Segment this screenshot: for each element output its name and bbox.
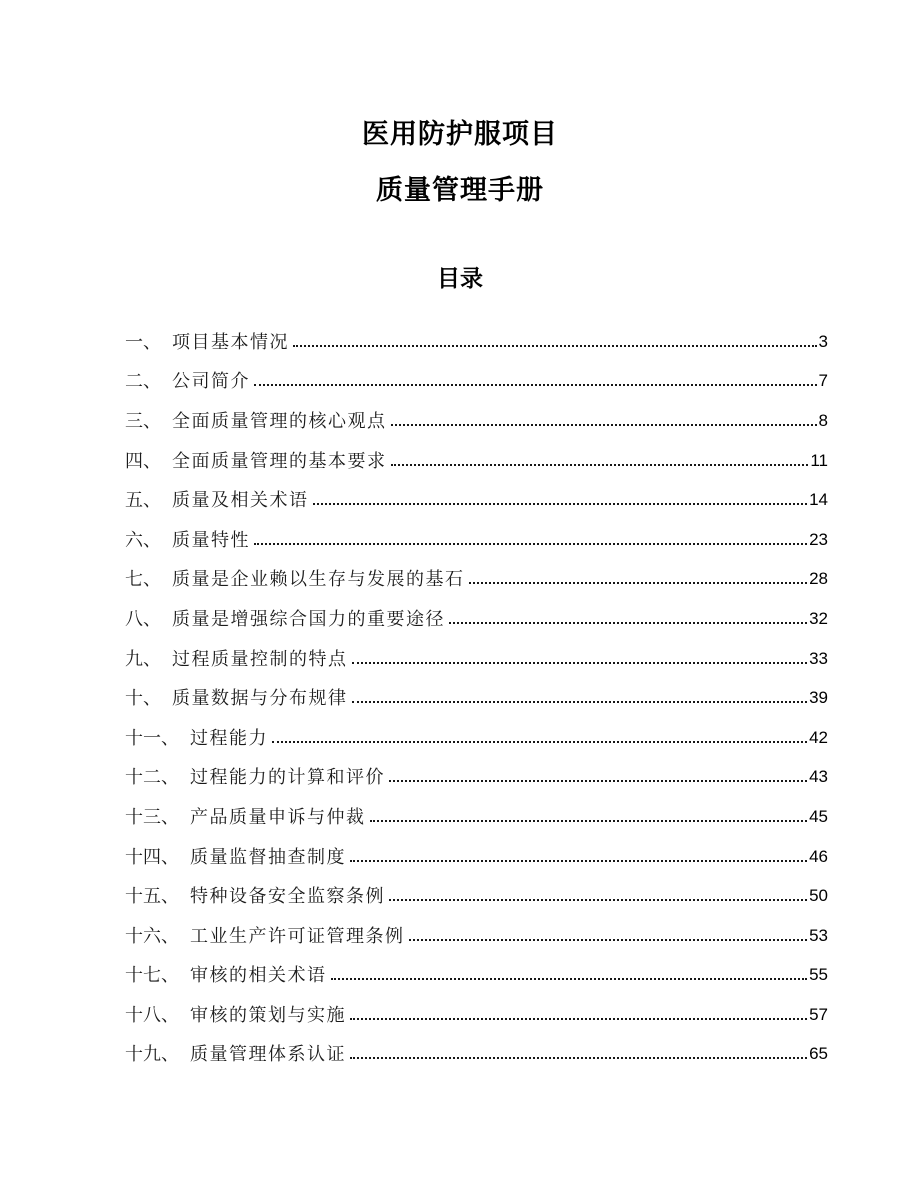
toc-page-number: 23 [809,529,828,549]
toc-entry-number: 三、 [125,410,161,431]
toc-entry-number: 十六、 [125,925,179,946]
toc-entry-title: 特种设备安全监察条例 [190,886,385,907]
toc-leader-dots [449,622,807,624]
toc-entry-10[interactable] [125,677,828,717]
toc-entry-15[interactable] [125,875,828,915]
toc-page-number: 7 [818,371,828,391]
toc-entry-title: 过程质量控制的特点 [172,648,348,669]
toc-page-number: 46 [809,846,828,866]
toc-entry-title: 质量监督抽查制度 [190,846,346,867]
toc-entry-number: 十四、 [125,846,179,867]
toc-entry-number: 十九、 [125,1044,179,1065]
toc-page-number: 53 [809,925,828,945]
toc-entry-number: 十、 [125,688,161,709]
toc-leader-dots [389,899,807,901]
toc-entry-title: 工业生产许可证管理条例 [190,925,405,946]
toc-entry-19[interactable] [125,1034,828,1074]
toc-entry-title: 质量是企业赖以生存与发展的基石 [172,569,465,590]
toc-entry-title: 质量管理体系认证 [190,1044,346,1065]
toc-page-number: 43 [809,767,828,787]
toc-entry-number: 八、 [125,608,161,629]
toc-entry-6[interactable] [125,519,828,559]
document-title-line2: 质量管理手册 [376,175,544,205]
toc-entry-11[interactable] [125,717,828,757]
toc-entry-2[interactable] [125,361,828,401]
toc-entry-number: 七、 [125,569,161,590]
toc-entry-4[interactable] [125,440,828,480]
toc-entry-5[interactable] [125,479,828,519]
toc-entry-number: 十一、 [125,727,179,748]
toc-page-number: 65 [809,1044,828,1064]
toc-entry-title: 质量数据与分布规律 [172,688,348,709]
toc-leader-dots [469,582,808,584]
toc-heading: 目录 [437,265,483,291]
toc-leader-dots [352,701,808,703]
toc-entry-number: 十八、 [125,1004,179,1025]
toc-entry-title: 质量及相关术语 [172,490,309,511]
toc-page-number: 50 [809,886,828,906]
toc-entry-title: 产品质量申诉与仲裁 [190,806,366,827]
toc-entry-title: 质量是增强综合国力的重要途径 [172,608,445,629]
toc-entry-17[interactable] [125,955,828,995]
toc-leader-dots [389,780,807,782]
toc-list [0,321,920,1073]
toc-page-number: 42 [809,727,828,747]
toc-leader-dots [254,543,807,545]
toc-entry-7[interactable] [125,559,828,599]
toc-entry-1[interactable] [125,321,828,361]
toc-entry-number: 五、 [125,490,161,511]
toc-entry-title: 公司简介 [172,371,250,392]
toc-leader-dots [350,860,807,862]
toc-entry-13[interactable] [125,796,828,836]
toc-leader-dots [313,503,808,505]
toc-entry-number: 十二、 [125,767,179,788]
toc-leader-dots [350,1057,807,1059]
toc-page-number: 32 [809,608,828,628]
toc-entry-18[interactable] [125,994,828,1034]
toc-entry-14[interactable] [125,836,828,876]
toc-entry-8[interactable] [125,598,828,638]
toc-page-number: 33 [809,648,828,668]
toc-entry-number: 十七、 [125,965,179,986]
toc-leader-dots [391,424,817,426]
toc-leader-dots [331,978,808,980]
toc-entry-16[interactable] [125,915,828,955]
toc-entry-9[interactable] [125,638,828,678]
toc-leader-dots [254,384,817,386]
toc-leader-dots [352,662,808,664]
toc-page-number: 57 [809,1004,828,1024]
toc-entry-number: 六、 [125,529,161,550]
toc-page-number: 3 [818,331,828,351]
toc-page-number: 39 [809,688,828,708]
toc-entry-title: 审核的策划与实施 [190,1004,346,1025]
toc-entry-number: 十三、 [125,806,179,827]
toc-entry-title: 过程能力 [190,727,268,748]
document-title-line1: 医用防护服项目 [362,119,558,149]
toc-page-number: 55 [809,965,828,985]
toc-entry-title: 质量特性 [172,529,250,550]
toc-entry-title: 过程能力的计算和评价 [190,767,385,788]
toc-entry-number: 十五、 [125,886,179,907]
toc-leader-dots [293,345,817,347]
toc-leader-dots [409,939,808,941]
toc-leader-dots [272,741,807,743]
toc-page-number: 45 [809,806,828,826]
toc-entry-title: 全面质量管理的核心观点 [172,410,387,431]
toc-entry-title: 全面质量管理的基本要求 [172,450,387,471]
toc-leader-dots [350,1018,807,1020]
toc-entry-3[interactable] [125,400,828,440]
toc-entry-number: 九、 [125,648,161,669]
toc-entry-title: 审核的相关术语 [190,965,327,986]
toc-entry-number: 二、 [125,371,161,392]
toc-page-number: 11 [810,450,828,470]
toc-page-number: 28 [809,569,828,589]
toc-entry-12[interactable] [125,757,828,797]
toc-leader-dots [391,464,809,466]
toc-page-number: 14 [809,490,828,510]
toc-entry-number: 一、 [125,331,161,352]
toc-entry-number: 四、 [125,450,161,471]
toc-entry-title: 项目基本情况 [172,331,289,352]
toc-page-number: 8 [818,410,828,430]
toc-leader-dots [370,820,808,822]
